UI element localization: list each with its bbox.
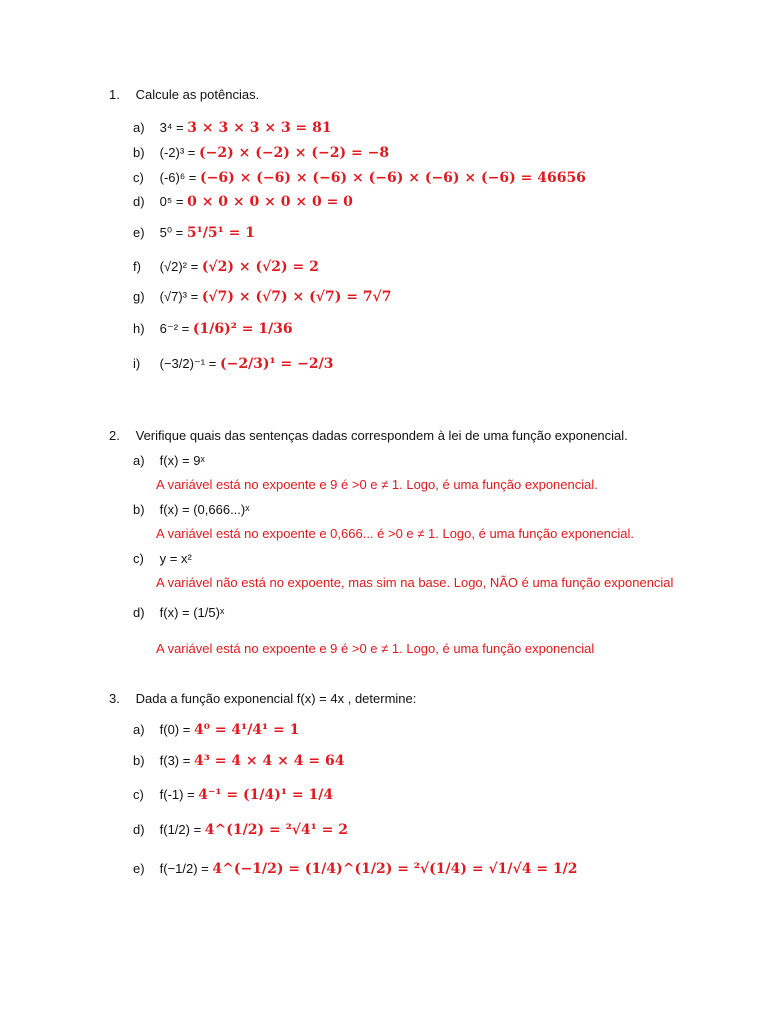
item-answer: 4^(−1/2) = (1/4)^(1/2) = ²√(1/4) = √1/√4 = 1/2 [212,861,578,877]
question-number: 3. [109,691,120,706]
item-label: e) [133,225,145,240]
question-number: 2. [109,428,120,443]
q2-note-b: A variável está no expoente e 0,666... é >0 e ≠ 1. Logo, é uma função exponencial. [156,526,634,541]
item-expression: f(-1) = [159,787,195,802]
item-label: i) [133,356,141,371]
q2-item-c [133,550,192,568]
item-label: c) [133,551,144,566]
item-expression: (√7)³ = [159,289,199,304]
item-label: c) [133,787,144,802]
q1-item-c [133,169,586,187]
q2-note-c: A variável não está no expoente, mas sim na base. Logo, NÃO é uma função exponencial [156,575,674,590]
item-answer: (−6) × (−6) × (−6) × (−6) × (−6) × (−6) = 46656 [200,170,586,186]
item-label: c) [133,170,144,185]
question-prompt: Calcule as potências. [135,87,260,102]
item-expression: (−3/2)⁻¹ = [159,356,217,371]
q1-item-f [133,258,319,276]
item-label: a) [133,453,145,468]
q3-item-b [133,752,344,770]
question-1-heading [109,87,259,103]
q1-item-i [133,355,333,373]
item-label: h) [133,321,145,336]
q1-item-g [133,288,392,306]
item-expression: (-6)⁶ = [159,170,197,185]
q1-item-e [133,224,255,242]
item-answer: (−2/3)¹ = −2/3 [219,356,334,372]
item-label: d) [133,605,145,620]
q1-item-b [133,144,389,162]
question-prompt: Dada a função exponencial f(x) = 4x , determine: [135,691,417,706]
item-answer: (−2) × (−2) × (−2) = −8 [199,145,390,161]
q3-item-e [133,860,578,878]
q2-item-d [133,604,224,622]
q2-note-d: A variável está no expoente e 9 é >0 e ≠ 1. Logo, é uma função exponencial [156,641,595,656]
item-expression: f(3) = [159,753,191,768]
item-answer: 4^(1/2) = ²√4¹ = 2 [204,822,349,838]
item-answer: 4⁰ = 4¹/4¹ = 1 [193,722,300,738]
item-expression: (-2)³ = [159,145,196,160]
item-expression: (√2)² = [159,259,199,274]
q3-item-a [133,721,299,739]
item-answer: 5¹/5¹ = 1 [186,225,255,241]
item-expression: 3⁴ = [159,120,184,135]
item-label: b) [133,145,145,160]
q3-item-c [133,786,333,804]
item-label: a) [133,120,145,135]
item-answer: 0 × 0 × 0 × 0 × 0 = 0 [187,194,353,210]
item-label: b) [133,502,145,517]
q3-item-d [133,821,348,839]
item-label: f) [133,259,141,274]
item-label: e) [133,861,145,876]
item-label: d) [133,194,145,209]
item-answer: 4⁻¹ = (1/4)¹ = 1/4 [198,787,334,803]
item-expression: f(x) = (0,666...)ˣ [159,502,250,517]
question-number: 1. [109,87,120,102]
item-answer: (√2) × (√2) = 2 [201,259,319,275]
q2-item-a [133,452,205,470]
item-expression: f(−1/2) = [159,861,209,876]
item-answer: (√7) × (√7) × (√7) = 7√7 [201,289,392,305]
item-label: d) [133,822,145,837]
item-expression: f(x) = 9ˣ [159,453,205,468]
q1-item-d [133,193,353,211]
item-label: b) [133,753,145,768]
item-expression: 6⁻² = [159,321,190,336]
question-3-heading [109,691,416,707]
item-label: g) [133,289,145,304]
q2-item-b [133,501,250,519]
q1-item-h [133,320,293,338]
item-label: a) [133,722,145,737]
q2-note-a: A variável está no expoente e 9 é >0 e ≠ 1. Logo, é uma função exponencial. [156,477,598,492]
question-prompt: Verifique quais das sentenças dadas correspondem à lei de uma função exponencial. [135,428,628,443]
item-expression: 5⁰ = [159,225,184,240]
item-expression: f(1/2) = [159,822,202,837]
item-expression: f(0) = [159,722,191,737]
item-answer: 3 × 3 × 3 × 3 = 81 [187,120,332,136]
item-expression: f(x) = (1/5)ˣ [159,605,225,620]
item-expression: 0⁵ = [159,194,184,209]
question-2-heading [109,428,628,444]
item-answer: 4³ = 4 × 4 × 4 = 64 [193,753,345,769]
item-expression: y = x² [159,551,192,566]
q1-item-a [133,119,332,137]
item-answer: (1/6)² = 1/36 [192,321,293,337]
